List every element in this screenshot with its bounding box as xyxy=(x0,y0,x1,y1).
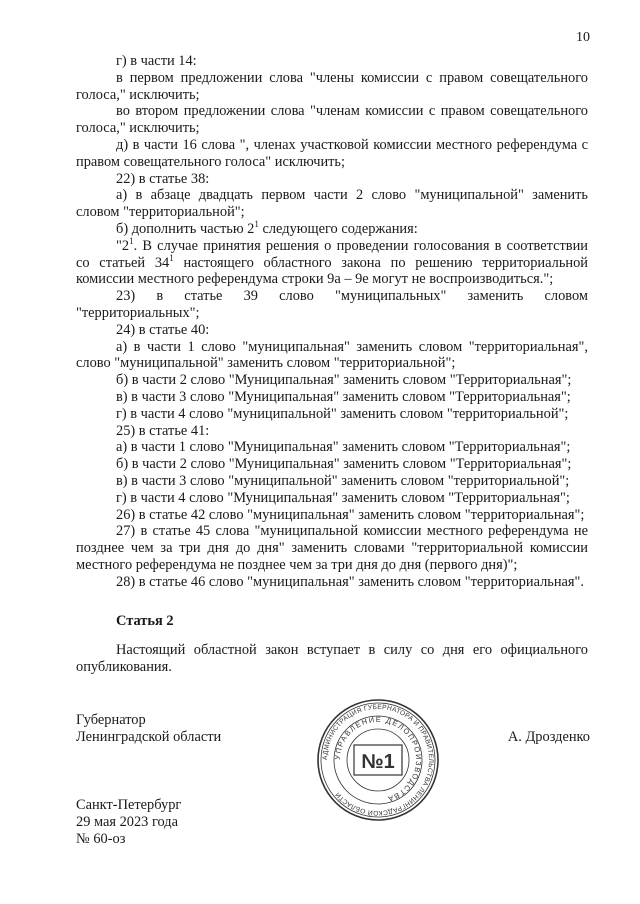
list-item-quote xyxy=(76,235,588,288)
list-item: 28) в статье 46 слово "муниципальная" заменить словом "территориальная". xyxy=(116,573,585,590)
page-number: 10 xyxy=(576,30,590,45)
quote-mid: . В случае принятия решения о проведении голосования в соответствии со статьей 34 xyxy=(76,237,588,271)
list-item: г) в части 4 слово "Муниципальная" заменить словом "Территориальная"; xyxy=(116,489,570,506)
list-item: 22) в статье 38: xyxy=(116,170,210,187)
document-body xyxy=(76,53,588,676)
list-item: в первом предложении слова "члены комиссии с правом совещательного голоса," исключить; xyxy=(76,69,588,103)
list-item: в) в части 3 слово "муниципальной" заменить словом "территориальной"; xyxy=(116,472,570,489)
signing-date: 29 мая 2023 года xyxy=(76,814,179,830)
place-city: Санкт-Петербург xyxy=(76,797,182,813)
official-seal xyxy=(316,698,440,822)
quote-before: "2 xyxy=(116,237,130,254)
article-title: Статья 2 xyxy=(116,612,174,629)
list-item: г) в части 14: xyxy=(116,53,197,69)
seal-number: №1 xyxy=(361,751,395,773)
supplement-before: б) дополнить частью 2 xyxy=(116,220,255,237)
quote-after: настоящего областного закона по решению территориальной комиссии местного референдума строки 9а – 9е могут не воспроизводиться."; xyxy=(76,254,588,288)
law-number: № 60-оз xyxy=(76,831,126,847)
list-item: 24) в статье 40: xyxy=(116,321,210,338)
place-date-block xyxy=(76,797,181,848)
supplement-after: следующего содержания: xyxy=(258,220,418,237)
list-item: 27) в статье 45 слова "муниципальной комиссии местного референдума не позднее чем за три дня до дня" заменить словами "территориальной комиссии местного референдума не позднее чем за три дня до дня (первого дня)"; xyxy=(76,523,588,573)
list-item: д) в части 16 слова ", членах участковой комиссии местного референдума с правом совещательного голоса" исключить; xyxy=(76,136,588,170)
list-item: 23) в статье 39 слово "муниципальных" заменить словом "территориальных"; xyxy=(76,288,588,321)
list-item: а) в части 1 слово "Муниципальная" заменить словом "Территориальная"; xyxy=(116,439,571,456)
article-text: Настоящий областной закон вступает в силу со дня его официального опубликования. xyxy=(76,642,588,676)
list-item: а) в абзаце двадцать первом части 2 слово "муниципальной" заменить словом "территориальной"; xyxy=(76,187,588,221)
list-item: 25) в статье 41: xyxy=(116,422,210,439)
signer-position-line2: Ленинградской области xyxy=(76,729,222,745)
list-item: в) в части 3 слово "Муниципальная" заменить словом "Территориальная"; xyxy=(116,388,571,405)
signer-name: А. Дрозденко xyxy=(507,729,590,745)
list-item: во втором предложении слова "членам комиссии с правом совещательного голоса," исключить; xyxy=(76,103,588,137)
list-item: б) в части 2 слово "Муниципальная" заменить словом "Территориальная"; xyxy=(116,456,572,473)
list-item: 26) в статье 42 слово "муниципальная" заменить словом "территориальная"; xyxy=(116,506,585,523)
quote-sup2: 1 xyxy=(169,252,174,263)
seal-inner-text: УПРАВЛЕНИЕ ДЕЛОПРОИЗВОДСТВА xyxy=(332,714,424,804)
seal-ring-text: АДМИНИСТРАЦИЯ ГУБЕРНАТОРА И ПРАВИТЕЛЬСТВА ЛЕНИНГРАДСКОЙ ОБЛАСТИ xyxy=(321,703,435,817)
supplement-sup: 1 xyxy=(254,219,259,230)
list-item: б) в части 2 слово "Муниципальная" заменить словом "Территориальная"; xyxy=(116,372,572,389)
list-item-supplement xyxy=(76,221,588,238)
list-item: а) в части 1 слово "муниципальная" заменить словом "территориальная", слово "муниципальной" заменить словом "территориальной"; xyxy=(76,338,588,372)
list-item: г) в части 4 слово "муниципальной" заменить словом "территориальной"; xyxy=(116,405,569,422)
quote-sup: 1 xyxy=(129,235,134,246)
signer-position-line1: Губернатор xyxy=(76,712,146,728)
